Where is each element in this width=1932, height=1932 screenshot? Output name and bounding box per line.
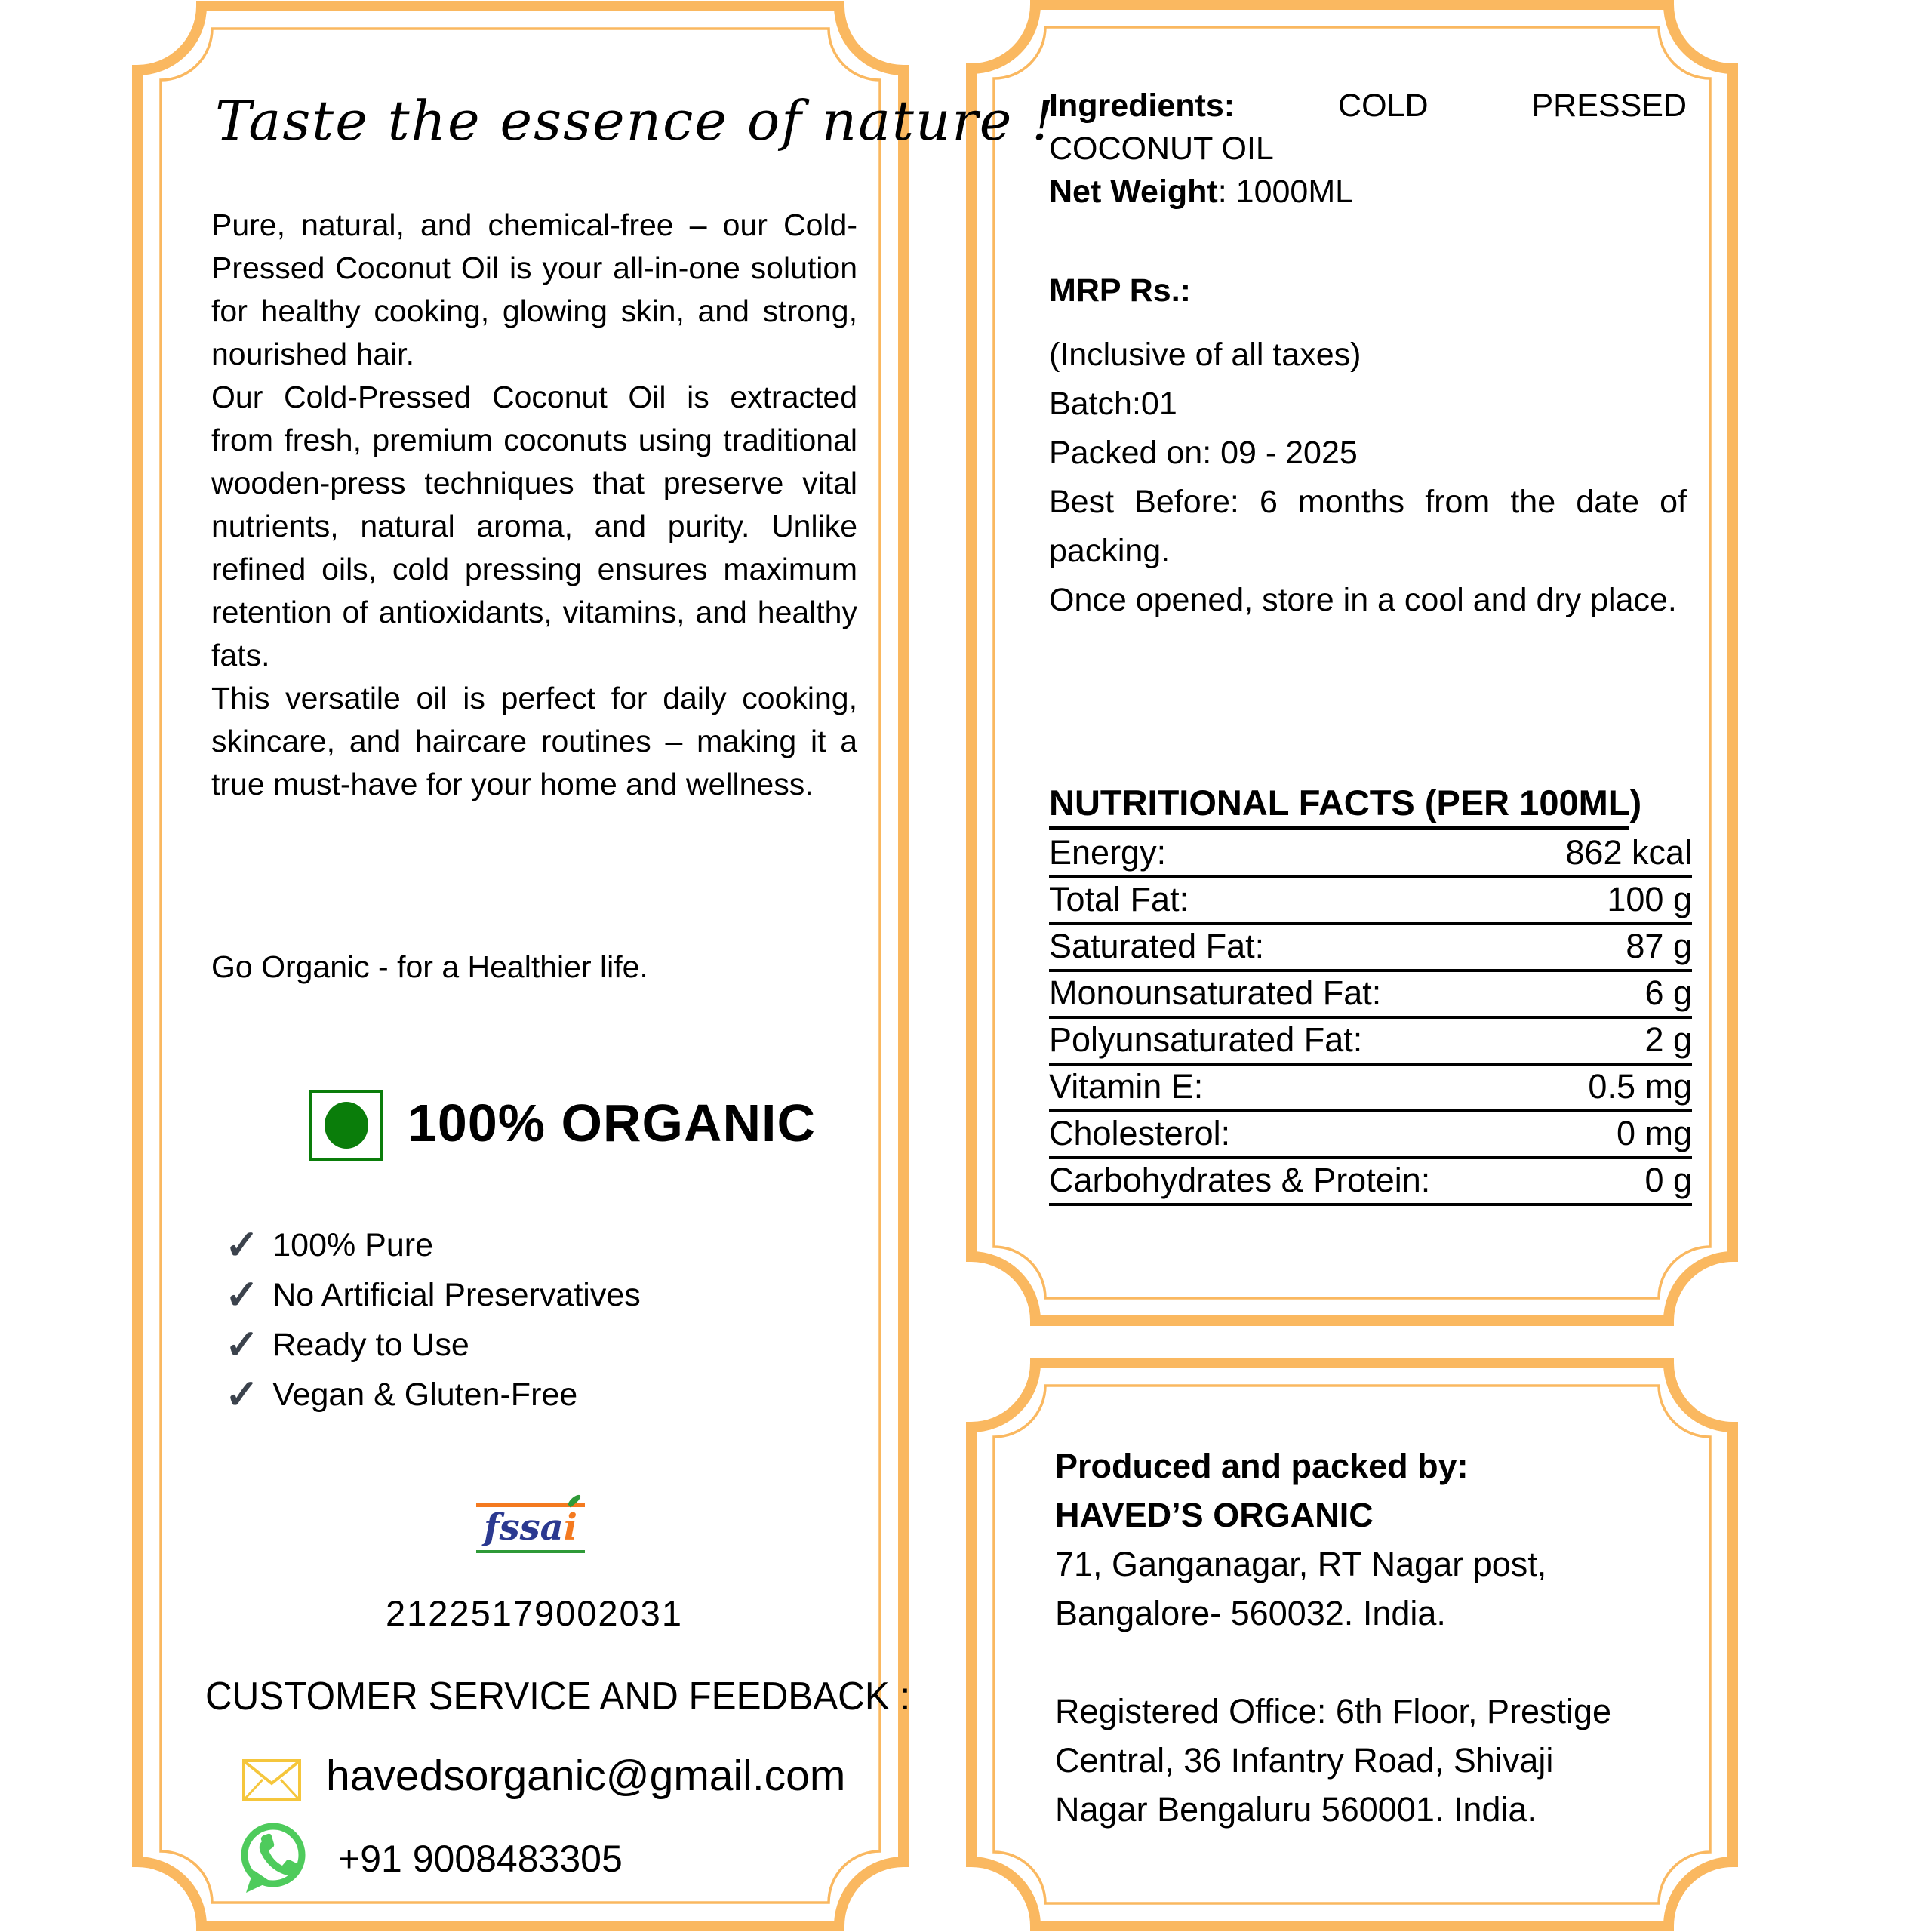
- list-item: [225, 1220, 844, 1270]
- net-weight-label: Net Weight: [1049, 174, 1218, 210]
- feature-label: 100% Pure: [272, 1226, 434, 1263]
- table-row: [1049, 972, 1692, 1019]
- nutrient-label: Cholesterol:: [1049, 1114, 1231, 1152]
- nutrient-value: 87 g: [1626, 927, 1692, 965]
- nutrition-title-paren: ): [1629, 783, 1642, 823]
- nutrient-value: 6 g: [1644, 974, 1692, 1012]
- nutrition-title-text: NUTRITIONAL FACTS (PER 100ML: [1049, 783, 1629, 830]
- fssai-logo-i: i: [563, 1506, 578, 1549]
- producer-address-line: 71, Ganganagar, RT Nagar post,: [1055, 1545, 1547, 1583]
- product-description: [211, 204, 857, 806]
- go-organic-line: Go Organic - for a Healthier life.: [211, 949, 648, 984]
- net-weight-value: : 1000ML: [1217, 174, 1354, 210]
- registered-office-line: Registered Office: 6th Floor, Prestige: [1055, 1692, 1612, 1730]
- check-icon: ✓: [225, 1372, 260, 1417]
- net-weight-line: [1049, 171, 1687, 214]
- list-item: [225, 1320, 844, 1370]
- organic-headline: 100% ORGANIC: [408, 1094, 817, 1152]
- ingredients-block: [1049, 85, 1687, 214]
- feature-label: Vegan & Gluten-Free: [272, 1376, 578, 1413]
- nutrition-table: [1049, 832, 1692, 1206]
- feature-label: Ready to Use: [272, 1326, 469, 1363]
- produced-by-label: Produced and packed by:: [1055, 1447, 1469, 1485]
- ingredients-line-2: COCONUT OIL: [1049, 131, 1274, 167]
- whatsapp-icon: [232, 1819, 311, 1897]
- nutrient-value: 0 g: [1644, 1161, 1692, 1199]
- nutrient-label: Carbohydrates & Protein:: [1049, 1161, 1431, 1199]
- info-line: Batch:01: [1049, 386, 1177, 422]
- nutrient-value: 0.5 mg: [1588, 1067, 1692, 1106]
- table-row: [1049, 1159, 1692, 1206]
- info-line: Packed on: 09 - 2025: [1049, 435, 1358, 471]
- nutrient-value: 0 mg: [1616, 1114, 1692, 1152]
- fssai-logo-text: fssa: [483, 1506, 564, 1549]
- table-row: [1049, 1112, 1692, 1159]
- ingredients-word: PRESSED: [1531, 88, 1687, 124]
- envelope-icon: [242, 1758, 302, 1802]
- pack-info-block: [1049, 331, 1687, 625]
- customer-service-heading: CUSTOMER SERVICE AND FEEDBACK :: [205, 1675, 911, 1718]
- description-paragraph: This versatile oil is perfect for daily cooking, skincare, and haircare routines – making it a true must-have for your home and wellness.: [211, 681, 857, 801]
- customer-email: havedsorganic@gmail.com: [326, 1752, 846, 1800]
- customer-phone: +91 9008483305: [338, 1838, 623, 1880]
- table-row: [1049, 878, 1692, 925]
- description-paragraph: Pure, natural, and chemical-free – our Cold-Pressed Coconut Oil is your all-in-one solution for healthy cooking, glowing skin, and strong, nourished hair.: [211, 208, 857, 371]
- fssai-license-number: 21225179002031: [386, 1593, 683, 1633]
- check-icon: ✓: [225, 1272, 260, 1318]
- nutrient-label: Vitamin E:: [1049, 1067, 1204, 1106]
- nutrient-label: Energy:: [1049, 833, 1167, 872]
- nutrient-label: Total Fat:: [1049, 880, 1189, 918]
- nutrient-label: Saturated Fat:: [1049, 927, 1265, 965]
- tagline-script-heading: Taste the essence of nature !: [215, 89, 1056, 152]
- info-line: Best Before: 6 months from the date of packing.: [1049, 484, 1687, 569]
- veg-dot-icon: [325, 1102, 368, 1149]
- table-row: [1049, 832, 1692, 878]
- veg-mark-icon: [309, 1090, 383, 1161]
- nutrient-value: 100 g: [1607, 880, 1692, 918]
- fssai-logo: [440, 1503, 621, 1553]
- table-row: [1049, 1019, 1692, 1066]
- table-row: [1049, 1066, 1692, 1112]
- nutrition-title: [1049, 782, 1641, 823]
- table-row: [1049, 925, 1692, 972]
- ingredients-label: Ingredients:: [1049, 88, 1235, 124]
- feature-list: [225, 1220, 844, 1420]
- registered-office-line: Central, 36 Infantry Road, Shivaji: [1055, 1741, 1554, 1780]
- producer-address-line: Bangalore- 560032. India.: [1055, 1594, 1446, 1632]
- feature-label: No Artificial Preservatives: [272, 1276, 641, 1313]
- ingredients-line: [1049, 85, 1687, 128]
- description-paragraph: Our Cold-Pressed Coconut Oil is extracted from fresh, premium coconuts using traditional wooden-press techniques that preserve vital nutrients, natural aroma, and purity. Unlike refined oils, cold pressing ensures maximum retention of antioxidants, vitamins, and healthy fats.: [211, 380, 857, 672]
- producer-name: HAVED’S ORGANIC: [1055, 1496, 1374, 1534]
- nutrient-label: Polyunsaturated Fat:: [1049, 1020, 1363, 1059]
- list-item: [225, 1270, 844, 1320]
- nutrient-value: 862 kcal: [1565, 833, 1692, 872]
- nutrient-value: 2 g: [1644, 1020, 1692, 1059]
- check-icon: ✓: [225, 1223, 260, 1268]
- mrp-label: MRP Rs.:: [1049, 272, 1191, 309]
- ingredients-word: COLD: [1338, 88, 1429, 124]
- spacer: [1055, 1638, 1689, 1687]
- list-item: [225, 1370, 844, 1420]
- producer-block: [1055, 1441, 1689, 1834]
- registered-office-line: Nagar Bengaluru 560001. India.: [1055, 1790, 1537, 1829]
- nutrient-label: Monounsaturated Fat:: [1049, 974, 1382, 1012]
- check-icon: ✓: [225, 1322, 260, 1367]
- info-line: (Inclusive of all taxes): [1049, 337, 1361, 373]
- info-line: Once opened, store in a cool and dry place.: [1049, 582, 1677, 618]
